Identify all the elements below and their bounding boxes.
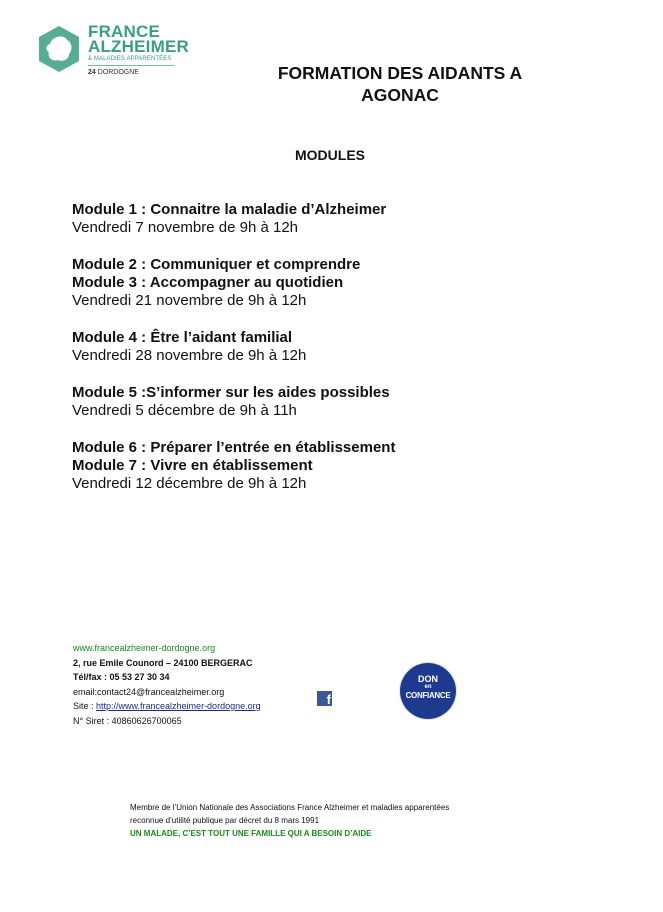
module-title: Module 5 :S’informer sur les aides possibles — [72, 384, 390, 401]
footer-slogan: UN MALADE, C’EST TOUT UNE FAMILLE QUI A BESOIN D’AIDE — [130, 829, 372, 838]
facebook-icon[interactable]: f — [317, 691, 332, 706]
module-group — [72, 439, 492, 493]
module-title: Module 4 : Être l’aidant familial — [72, 329, 293, 346]
module-date: Vendredi 7 novembre de 9h à 12h — [72, 219, 299, 236]
module-date: Vendredi 5 décembre de 9h à 11h — [72, 402, 297, 419]
site-label: Site : — [73, 701, 97, 711]
modules-list — [72, 201, 492, 512]
site-line — [73, 699, 261, 714]
don-en-confiance-badge — [400, 663, 456, 719]
page-title — [230, 62, 570, 106]
module-date: Vendredi 21 novembre de 9h à 12h — [72, 292, 307, 309]
logo-line2: ALZHEIMER — [88, 37, 189, 56]
logo-dept-name: DORDOGNE — [97, 69, 139, 76]
module-date: Vendredi 12 décembre de 9h à 12h — [72, 475, 307, 492]
module-group — [72, 329, 492, 365]
module-date: Vendredi 28 novembre de 9h à 12h — [72, 347, 307, 364]
address: 2, rue Emile Counord – 24100 BERGERAC — [73, 657, 253, 668]
title-line-1: FORMATION DES AIDANTS A — [277, 63, 523, 83]
module-title: Module 6 : Préparer l’entrée en établissement — [72, 439, 396, 456]
badge-line3: CONFIANCE — [405, 691, 451, 700]
module-group — [72, 384, 492, 420]
section-heading: MODULES — [295, 147, 365, 163]
contact-block — [73, 641, 261, 728]
logo-department — [88, 68, 189, 77]
footer-line1: Membre de l’Union Nationale des Associations France Alzheimer et maladies apparentées — [130, 803, 450, 812]
site-link[interactable]: http://www.francealzheimer-dordogne.org — [96, 701, 261, 711]
logo-divider — [88, 65, 174, 66]
hexagon-logo-icon — [36, 24, 82, 74]
module-title: Module 1 : Connaitre la maladie d’Alzheimer — [72, 201, 387, 218]
logo-subtitle: & MALADIES APPARENTÉES — [88, 56, 172, 62]
module-group — [72, 256, 492, 310]
email: email:contact24@francealzheimer.org — [73, 686, 225, 697]
siret: N° Siret : 40860626700065 — [73, 715, 182, 726]
logo-line1: FRANCE — [88, 22, 161, 41]
title-line-2: AGONAC — [361, 85, 439, 105]
badge-line2: en — [424, 684, 432, 690]
footer — [130, 801, 550, 840]
phone: Tél/fax : 05 53 27 30 34 — [73, 672, 170, 682]
website-text: www.francealzheimer-dordogne.org — [73, 643, 216, 653]
module-title: Module 2 : Communiquer et comprendre — [72, 256, 361, 273]
footer-line2: reconnue d’utilité publique par décret du 8 mars 1991 — [130, 816, 320, 825]
logo-dept-number: 24 — [88, 69, 96, 76]
badge-line1: DON — [418, 674, 438, 684]
module-title: Module 7 : Vivre en établissement — [72, 457, 313, 474]
module-group — [72, 201, 492, 237]
france-alzheimer-logo — [36, 24, 196, 78]
module-title: Module 3 : Accompagner au quotidien — [72, 274, 344, 291]
